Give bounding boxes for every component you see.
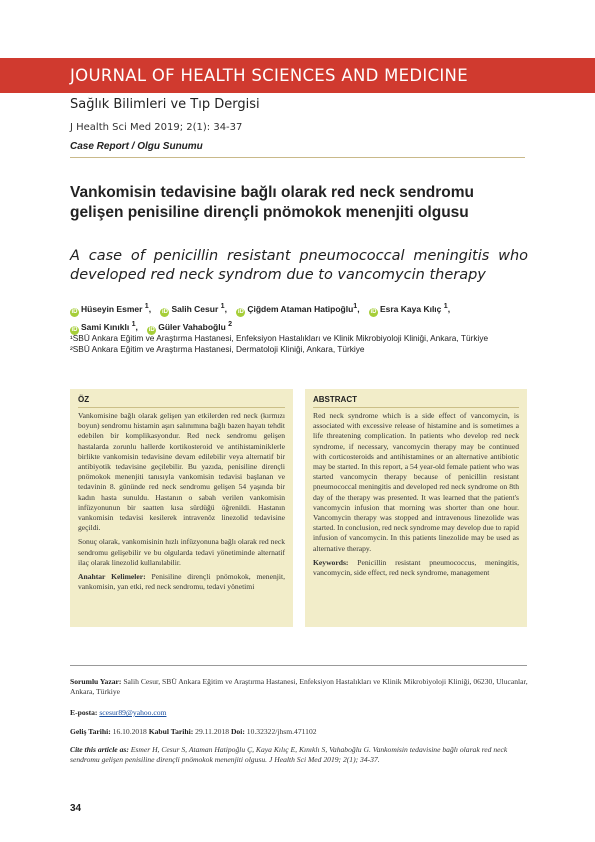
orcid-icon[interactable]: iD (237, 308, 244, 315)
footer-divider (70, 665, 527, 666)
author[interactable]: iD Güler Vahaboğlu $^2$ (148, 319, 233, 333)
received-date: 16.10.2018 (112, 727, 147, 736)
abstract-paragraph: Red neck syndrome which is a side effect of vancomycin, is associated with excessive release of histamine and is sometimes a life threatening complication. In patients who develop red neck syndrome, if necessary, vancomycin therapy may be continued with corticosteroids and antihistamines or an alternative antibiotic may be started. In this report, a 54 year-old female patient who was started vancomycin therapy because of penicillin resistant pneumococcal meningitis and developed red neck syndrome on 8th day of the therapy was presented. It was learned that the patient's vancomycin infusion that morning was shorter than one hour. Vancomycin therapy was stopped and intravenous linezolide was started. In conclusion, red neck syndrome may develop due to rapid infusion of vancomycin. In this patients linezolide may be used as alternative therapy. (313, 411, 519, 553)
oz-heading: ÖZ (78, 395, 285, 408)
author[interactable]: iD Çiğdem Ataman Hatipoğlu$^1$, (237, 302, 360, 315)
oz-keywords (78, 572, 285, 592)
oz-body (78, 411, 285, 596)
article-title-turkish: Vankomisin tedavisine bağlı olarak red neck sendromu gelişen penisiline dirençli pnömokok menenjiti olgusu (70, 184, 475, 221)
accepted-label: Kabul Tarihi: (148, 727, 194, 736)
oz-keywords-label: Anahtar Kelimeler: (78, 572, 146, 582)
orcid-icon[interactable]: iD (161, 308, 168, 315)
doi-label: Doi: (230, 727, 245, 736)
oz-paragraph: Vankomisine bağlı olarak gelişen yan etkilerden red neck (kırmızı boyun) sendromu histamin aşırı salınımına bağlı bazen hayatı tehdit edebilen bir komplikasyondur. Red neck sendromu gelişen hastalarda zorunlu hallerde kortikosteroid ve antihistaminiklerle birlikte vankomisin tedavisine devam edilebilir veya alternatif bir antibiyotik tedavisine geçilebilir. Bu yazıda, penisiline dirençli pnömokok menenjiti tanısıyla vankomisin tedavisi başlanan ve tedavinin 8. gününde red neck sendromu gelişen 54 yaşında bir kadın hasta sunuldu. Hastanın o sabah verilen vankomisin infüzyonunun bir saatten kısa sürdüğü öğrenildi. Hastanın vankomisin tedavisi kesilerek intravenöz linezolid tedavisine geçildi. (78, 411, 285, 533)
abstract-body (313, 411, 519, 582)
cite-label: Cite this article as: (70, 745, 129, 754)
cite-article (70, 745, 530, 765)
abstract-keywords-text: Penicillin resistant pneumococcus, meningitis, vancomycin, side effect, red neck syndrome, management (313, 557, 519, 578)
doi-value[interactable]: 10.32322/jhsm.471102 (246, 727, 317, 736)
page-number: 34 (70, 803, 82, 814)
orcid-icon[interactable]: iD (71, 308, 78, 315)
author-list (70, 299, 530, 335)
dates-line (70, 727, 530, 737)
email-link[interactable]: scesur89@yahoo.com (99, 708, 167, 717)
journal-subtitle: Sağlık Bilimleri ve Tıp Dergisi (70, 97, 260, 112)
email-label: E-posta: (70, 708, 98, 717)
accepted-date: 29.11.2018 (195, 727, 230, 736)
article-title-english: A case of penicillin resistant pneumococcal meningitis who developed red neck syndrom due to vancomycin therapy (70, 248, 528, 283)
email-line (70, 708, 530, 718)
affiliation-1: ¹SBÜ Ankara Eğitim ve Araştırma Hastanesi, Enfeksiyon Hastalıkları ve Klinik Mikrobiyoloji Kliniği, Ankara, Türkiye (70, 333, 489, 343)
author[interactable]: iD Sami Kınıklı $^1$, (71, 319, 138, 333)
orcid-icon[interactable]: iD (71, 326, 78, 333)
corresponding-author-text: Salih Cesur, SBÜ Ankara Eğitim ve Araştırma Hastanesi, Enfeksiyon Hastalıkları ve Klinik Mikrobiyoloji Kliniği, 06230, Ulucanlar, Ankara, Türkiye (70, 677, 528, 696)
abstract-keywords-label: Keywords: (313, 557, 349, 567)
journal-citation: J Health Sci Med 2019; 2(1): 34-37 (70, 122, 243, 133)
author[interactable]: iD Hüseyin Esmer $^1$, (71, 302, 152, 315)
author[interactable]: iD Salih Cesur $^1$, (161, 302, 227, 315)
corresponding-author (70, 677, 530, 697)
cite-text: Esmer H, Cesur S, Ataman Hatipoğlu Ç, Kaya Kılıç E, Kınıklı S, Vahaboğlu G. Vankomisin tedavisine bağlı olarak red neck sendromu gelişen penisiline dirençli pnömokok menenjiti olgusu. J Health Sci Med 2019; 2(1); 34-37. (70, 745, 508, 764)
journal-name: JOURNAL OF HEALTH SCIENCES AND MEDICINE (70, 66, 468, 85)
oz-paragraph: Sonuç olarak, vankomisinin hızlı infüzyonuna bağlı olarak red neck sendromu gelişebilir ve bu olgularda tedavi yönetiminde alternatif ilaç olarak linezolid kullanılabilir. (78, 537, 285, 567)
article-type-divider (70, 157, 525, 158)
corresponding-author-label: Sorumlu Yazar: (70, 677, 122, 686)
abstract-box (305, 389, 527, 627)
abstract-heading: ABSTRACT (313, 395, 519, 408)
received-label: Geliş Tarihi: (70, 727, 111, 736)
orcid-icon[interactable]: iD (148, 326, 155, 333)
orcid-icon[interactable]: iD (370, 308, 377, 315)
affiliation-2: ²SBÜ Ankara Eğitim ve Araştırma Hastanesi, Dermatoloji Kliniği, Ankara, Türkiye (70, 344, 365, 354)
oz-box (70, 389, 293, 627)
article-type-label: Case Report / Olgu Sunumu (70, 141, 203, 152)
author[interactable]: iD Esra Kaya Kılıç $^1$, (370, 302, 451, 315)
abstract-keywords (313, 558, 519, 578)
oz-keywords-text: Penisiline dirençli pnömokok, menenjit, vankomisin, yan etki, red neck sendromu, tedavi yönetimi (78, 572, 285, 592)
